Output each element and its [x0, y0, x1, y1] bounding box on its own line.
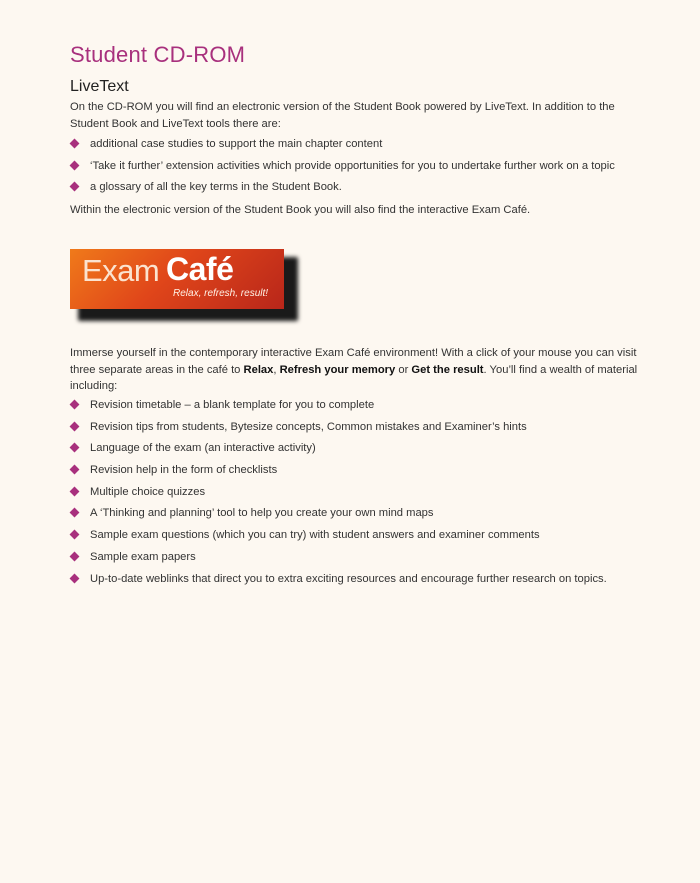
diamond-bullet-icon — [70, 182, 80, 192]
list-item-text: Multiple choice quizzes — [90, 485, 206, 498]
text-run: , — [273, 363, 280, 376]
list-item-text: additional case studies to support the main chapter content — [90, 138, 383, 150]
list-item — [70, 506, 640, 520]
exam-cafe-logo — [70, 249, 298, 323]
diamond-bullet-icon — [70, 508, 80, 518]
list-item — [70, 550, 640, 564]
diamond-bullet-icon — [70, 400, 80, 410]
list-item-text: A ‘Thinking and planning’ tool to help you create your own mind maps — [90, 507, 434, 520]
list-item-text: Sample exam papers — [90, 550, 196, 563]
exam-cafe-paragraph — [70, 345, 640, 395]
list-item — [70, 398, 640, 412]
list-item — [70, 572, 640, 586]
outro-paragraph: Within the electronic version of the Student Book you will also find the interactive Exam Café. — [70, 204, 531, 216]
exam-cafe-list — [70, 398, 640, 593]
diamond-bullet-icon — [70, 160, 80, 170]
refresh-bold: Refresh your memory — [279, 363, 396, 376]
text-run: or — [395, 363, 412, 376]
list-item — [70, 159, 640, 173]
list-item — [70, 463, 640, 477]
list-item — [70, 485, 640, 499]
list-item — [70, 441, 640, 455]
diamond-bullet-icon — [70, 465, 80, 475]
list-item-text: Revision tips from students, Bytesize concepts, Common mistakes and Examiner’s hints — [90, 420, 527, 433]
list-item-text: a glossary of all the key terms in the Student Book. — [90, 181, 342, 194]
features-list — [70, 137, 640, 202]
page-title: Student CD-ROM — [70, 42, 246, 67]
intro-paragraph: On the CD-ROM you will find an electronic version of the Student Book powered by LiveText. In addition to the Student Book and LiveText tools there are: — [70, 101, 615, 130]
logo-word-exam: Exam — [82, 253, 160, 288]
list-item-text: Up-to-date weblinks that direct you to extra exciting resources and encourage further research on topics. — [90, 572, 607, 585]
diamond-bullet-icon — [70, 443, 80, 453]
list-item-text: Revision timetable – a blank template for you to complete — [90, 399, 375, 411]
list-item — [70, 420, 640, 434]
diamond-bullet-icon — [70, 530, 80, 540]
list-item — [70, 528, 640, 542]
result-bold: Get the result — [411, 363, 484, 376]
text-run: . You’ll find a wealth of material including: — [70, 363, 638, 392]
diamond-bullet-icon — [70, 486, 80, 496]
diamond-bullet-icon — [70, 139, 80, 149]
logo-banner — [70, 249, 284, 309]
text-run: Immerse yourself in the contemporary interactive Exam Café environment! With a click of your mouse you can visit three separate areas in the café to — [70, 347, 637, 376]
logo-word-cafe: Café — [166, 251, 234, 287]
relax-bold: Relax — [243, 363, 274, 376]
list-item-text: Revision help in the form of checklists — [90, 464, 278, 477]
list-item — [70, 180, 640, 194]
diamond-bullet-icon — [70, 421, 80, 431]
logo-tagline: Relax, refresh, result! — [173, 288, 269, 299]
diamond-bullet-icon — [70, 551, 80, 561]
diamond-bullet-icon — [70, 573, 80, 583]
list-item-text: Sample exam questions (which you can try) with student answers and examiner comments — [90, 529, 540, 542]
list-item-text: Language of the exam (an interactive activity) — [90, 442, 316, 455]
section-heading: LiveText — [70, 78, 129, 95]
list-item-text: ‘Take it further’ extension activities which provide opportunities for you to undertake further work on a topic — [90, 159, 615, 172]
list-item — [70, 137, 640, 151]
